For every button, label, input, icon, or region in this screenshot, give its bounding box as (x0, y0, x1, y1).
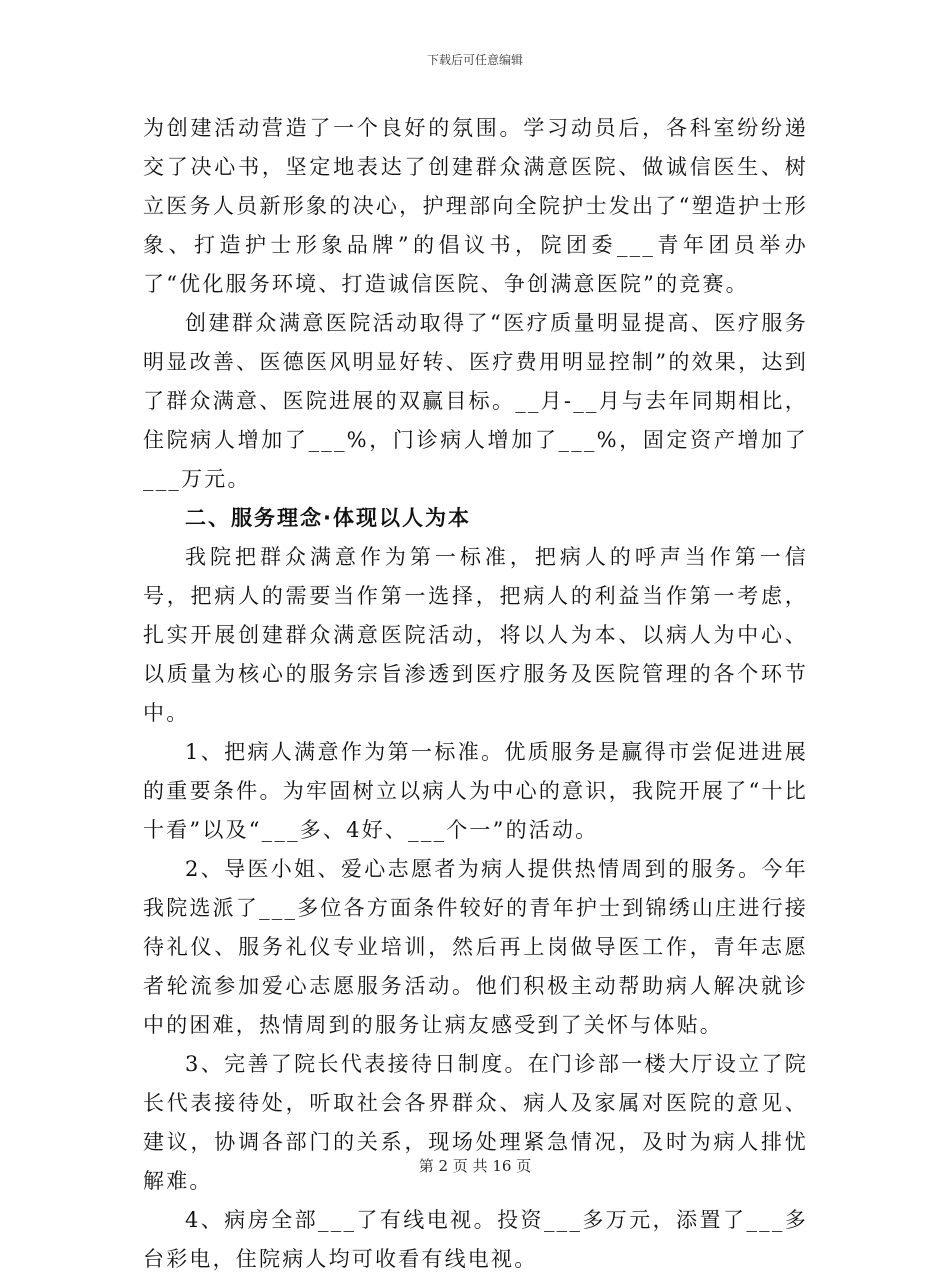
paragraph-item-3: 3、完善了院长代表接待日制度。在门诊部一楼大厅设立了院长代表接待处，听取社会各界群众、病人及家属对医院的意见、建议，协调各部门的关系，现场处理紧急情况，及时为病人排忧解难。 (143, 1052, 808, 1193)
page-header: 下载后可任意编辑 (426, 53, 523, 67)
paragraph-item-1: 1、把病人满意作为第一标准。优质服务是赢得市尝促进进展的重要条件。为牢固树立以病人为中心的意识，我院开展了“十比十看”以及“___多、4好、___个一”的活动。 (143, 740, 808, 842)
section-heading: 二、服务理念·体现以人为本 (185, 506, 471, 530)
document-body (143, 109, 808, 1279)
page-number: 第 2 页 共 16 页 (418, 1157, 532, 1175)
paragraph-service-intro: 我院把群众满意作为第一标准，把病人的呼声当作第一信号，把病人的需要当作第一选择，把病人的利益当作第一考虑，扎实开展创建群众满意医院活动，将以人为本、以病人为中心、以质量为核心的服务宗旨渗透到医疗服务及医院管理的各个环节中。 (143, 545, 808, 725)
paragraph-item-2: 2、导医小姐、爱心志愿者为病人提供热情周到的服务。今年我院选派了___多位各方面条件较好的青年护士到锦绣山庄进行接待礼仪、服务礼仪专业培训，然后再上岗做导医工作，青年志愿者轮流参加爱心志愿服务活动。他们积极主动帮助病人解决就诊中的困难，热情周到的服务让病友感受到了关怀与体贴。 (143, 857, 808, 1037)
paragraph-continued: 为创建活动营造了一个良好的氛围。学习动员后，各科室纷纷递交了决心书，坚定地表达了创建群众满意医院、做诚信医生、树立医务人员新形象的决心，护理部向全院护士发出了“塑造护士形象、打造护士形象品牌”的倡议书，院团委___青年团员举办了“优化服务环境、打造诚信医院、争创满意医院”的竞赛。 (143, 116, 808, 296)
paragraph-results: 创建群众满意医院活动取得了“医疗质量明显提高、医疗服务明显改善、医德医风明显好转、医疗费用明显控制”的效果，达到了群众满意、医院进展的双赢目标。__月-__月与去年同期相比，住院病人增加了___%，门诊病人增加了___%，固定资产增加了___万元。 (143, 311, 808, 491)
paragraph-item-4: 4、病房全部___了有线电视。投资___多万元，添置了___多台彩电，住院病人均可收看有线电视。 (143, 1208, 808, 1271)
